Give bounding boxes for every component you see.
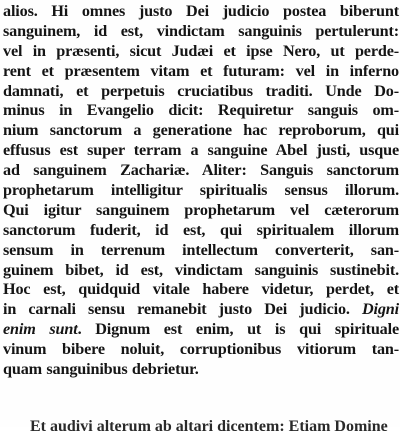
text-line: effusus est super terram a sanguine Abel justi, usque bbox=[3, 141, 399, 160]
text-line: sanctorum fuderit, id est, qui spiritualem illorum bbox=[3, 220, 399, 239]
text-line: nium sanctorum a generatione hac reproborum, qui bbox=[3, 121, 399, 140]
italic-quote: Digni bbox=[361, 300, 399, 319]
text-line: vel in præsenti, sicut Judæi et ipse Nero, ut perde- bbox=[3, 41, 399, 60]
text-line: ad sanguinem Zachariæ. Aliter: Sanguis sanctorum bbox=[3, 161, 399, 180]
text-line: alios. Hi omnes justo Dei judicio postea biberunt bbox=[3, 2, 399, 20]
text-line: enim sunt. Dignum est enim, ut is qui spirituale bbox=[3, 320, 399, 339]
text-line: vinum bibere noluit, corruptionibus vitiorum tan- bbox=[3, 340, 399, 359]
text-line: minus in Evangelio dicit: Requiretur sanguis om- bbox=[3, 101, 399, 120]
text-line: quam sanguinibus debrietur. bbox=[3, 360, 199, 379]
cut-off-next-line bbox=[30, 418, 388, 435]
text-line: guinem bibet, id est, vindictam sanguinis sustinebit. bbox=[3, 260, 399, 279]
text-line: rent et præsentem vitam et futuram: vel in inferno bbox=[3, 61, 399, 80]
text-line: Hoc est, quidquid vitale habere videtur, perdet, et bbox=[3, 280, 399, 299]
text-line: sanguinem, id est, vindictam sanguinis pertulerunt: bbox=[3, 21, 399, 40]
text-line: prophetarum intelligitur spiritualis sensus illorum. bbox=[3, 181, 399, 200]
text-line: damnati, et perpetuis cruciatibus traditi. Unde Do- bbox=[3, 81, 399, 100]
text-line: in carnali sensu remanebit justo Dei judicio. Digni bbox=[3, 300, 399, 319]
text-line: Qui igitur sanguinem prophetarum vel cæterorum bbox=[3, 200, 399, 219]
italic-quote: enim sunt bbox=[3, 320, 78, 339]
latin-commentary-paragraph bbox=[3, 2, 399, 380]
text-line: sensum in terrenum intellectum converterit, san- bbox=[3, 240, 399, 259]
cut-off-text: Et audivi alterum ab altari dicentem: Etiam Domine bbox=[30, 418, 388, 435]
